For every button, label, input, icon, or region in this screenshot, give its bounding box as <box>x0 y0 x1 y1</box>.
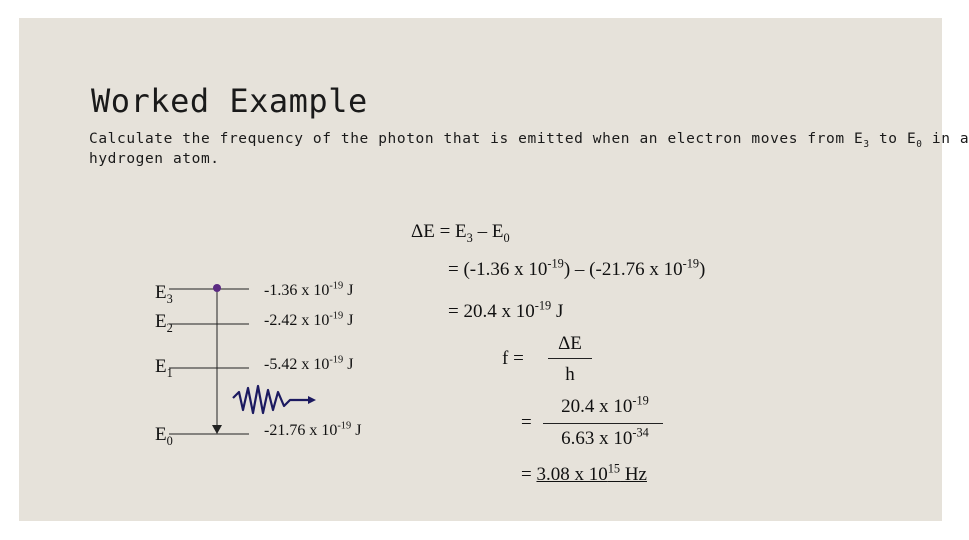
level-energy-e1: -5.42 x $10^{-19}$ J <box>264 354 354 373</box>
formula-denominator: h <box>565 364 575 385</box>
fraction-equals: = <box>521 412 532 433</box>
level-label-e0: $E_0$ <box>155 424 173 448</box>
transition-arrowhead <box>212 425 222 434</box>
delta-e-result: = 20.4 x $10^{-19}$ J <box>448 298 564 322</box>
final-answer: = 3.08 x $10^{15}$ Hz <box>521 461 647 485</box>
question-text-b: to E <box>869 131 917 147</box>
level-energy-e2: -2.42 x $10^{-19}$ J <box>264 310 354 329</box>
question-line-2: hydrogen atom. <box>89 151 220 167</box>
frequency-formula-lhs: f = <box>502 348 524 369</box>
question-text-a: Calculate the frequency of the photon that is emitted when an electron moves from E <box>89 131 864 147</box>
question-text-c: in a <box>922 131 969 147</box>
formula-fraction-bar <box>548 358 592 359</box>
level-energy-e0: -21.76 x $10^{-19}$ J <box>264 420 362 439</box>
level-label-e3: $E_3$ <box>155 282 173 306</box>
question-sub-2: 0 <box>916 138 923 150</box>
fraction-numerator: 20.4 x $10^{-19}$ <box>561 393 649 417</box>
photon-wave-icon <box>233 386 308 413</box>
photon-arrowhead <box>308 396 316 404</box>
electron-dot <box>213 284 221 292</box>
substitution-line: = (-1.36 x $10^{-19}) - (-21.76$ x $10^{-19}$) <box>448 256 706 280</box>
level-label-e1: $E_1$ <box>155 356 173 380</box>
slide-background <box>19 18 969 521</box>
slide-title: Worked Example <box>91 82 368 120</box>
level-label-e2: $E_2$ <box>155 311 173 335</box>
level-energy-e3: -1.36 x $10^{-19}$ J <box>264 280 354 299</box>
final-answer-value: 3.08 x $10^{15}$ Hz <box>536 461 647 485</box>
fraction-bar <box>543 423 663 424</box>
question-sub-1: 3 <box>863 138 870 150</box>
fraction-denominator: 6.63 x $10^{-34}$ <box>561 425 649 449</box>
delta-e-equation: $\Delta E = E_3 - E_0$ <box>411 221 510 245</box>
formula-numerator: ΔE <box>558 333 582 354</box>
